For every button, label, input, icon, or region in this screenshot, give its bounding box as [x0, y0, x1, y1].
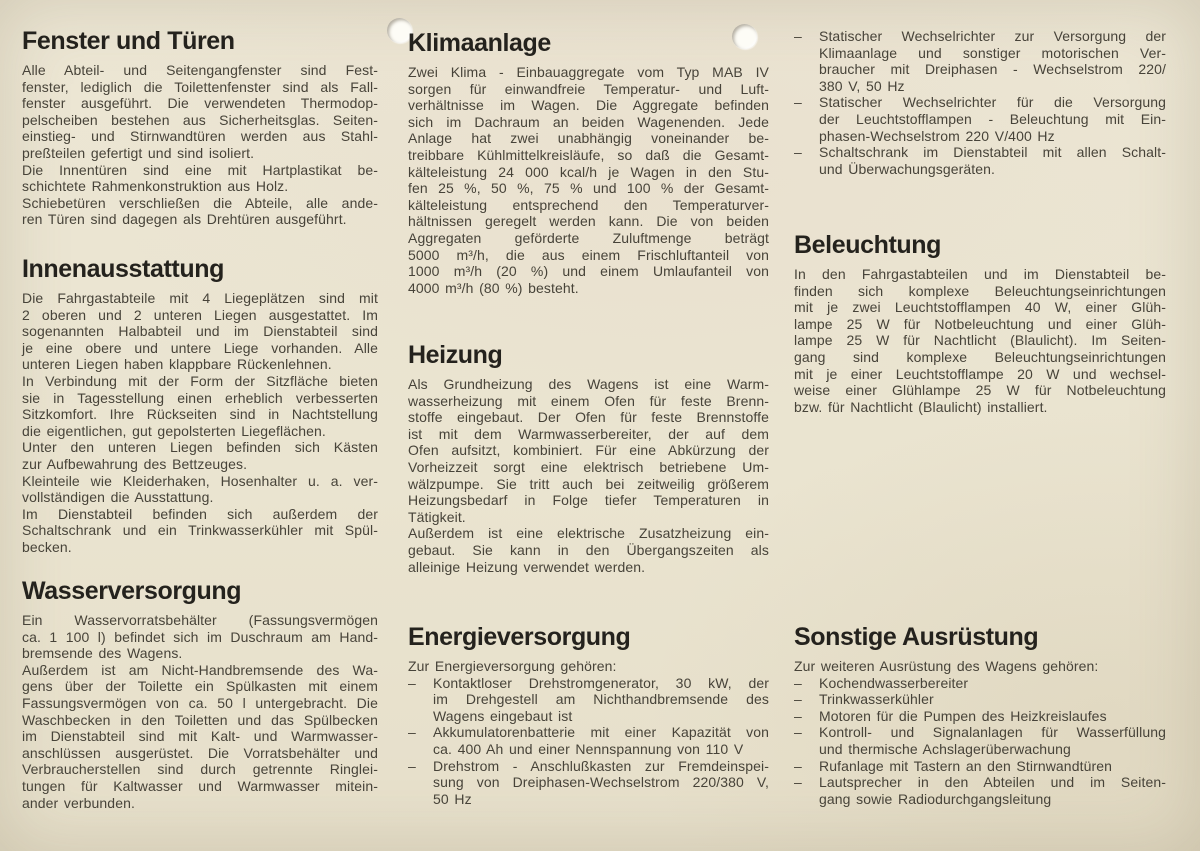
text-line: Alle Abteil- und Seitengangfenster sind Fest-: [22, 62, 378, 78]
text-line: Tätigkeit.: [408, 508, 466, 525]
dash-marker-icon: –: [794, 144, 802, 161]
text-line: Zur weiteren Ausrüstung des Wagens gehören:: [794, 658, 1099, 674]
text-line: Waschbecken in den Toiletten und das Spülbecken: [22, 711, 378, 728]
text-line: Kontroll- und Signalanlagen für Wasserfüllung: [819, 724, 1166, 741]
text-line: gang sind komplexe Beleuchtungseinrichtungen: [794, 348, 1166, 365]
text-line: 5000 m³/h, die aus einem Frischluftanteil von: [408, 246, 769, 263]
text-line: ren Türen sind dagegen als Drehtüren ausgeführt.: [22, 211, 347, 228]
text-line: bremsende des Wagens.: [22, 645, 183, 662]
text-line: 50 Hz: [433, 790, 472, 807]
section-title-energieversorgung: Energieversorgung: [408, 623, 631, 651]
text-line: Wagens eingebaut ist: [433, 707, 573, 724]
text-line: je eine obere und untere Liege vorhanden. Alle: [22, 339, 378, 356]
text-line: kälteleistung 24 000 kcal/h je Wagen in den Stu-: [408, 163, 769, 180]
text-line: mit je einer Leuchtstofflampe 20 W und wechsel-: [794, 365, 1166, 382]
section-innenausstattung: [22, 256, 378, 556]
dash-marker-icon: –: [794, 757, 802, 774]
text-line: preßteilen gefertigt und sind isoliert.: [22, 144, 255, 161]
text-line: Als Grundheizung des Wagens ist eine Warm-: [408, 376, 769, 392]
text-line: Lautsprecher in den Abteilen und im Seiten-: [819, 774, 1166, 791]
text-line: Unter den unteren Liegen befinden sich Kästen: [22, 439, 378, 456]
list-item: [794, 94, 1166, 144]
text-line: fen 25 %, 50 %, 75 % und 100 % der Gesamt-: [408, 180, 769, 197]
text-line: der Leuchtstofflampen - Beleuchtung mit Ein-: [819, 110, 1166, 127]
column-middle: [408, 0, 769, 851]
text-line: 4000 m³/h (80 %) besteht.: [408, 279, 579, 296]
section-title-wasserversorgung: Wasserversorgung: [22, 577, 242, 605]
section-title-sonstige-ausruestung: Sonstige Ausrüstung: [794, 623, 1039, 651]
list-item-text: [819, 94, 1166, 144]
text-line: Schaltschrank im Dienstabteil mit allen Schalt-: [819, 144, 1166, 161]
list-item: [794, 144, 1166, 177]
list-item-text: [819, 724, 1166, 757]
text-line: Heizungsbedarf in Folge tiefer Temperaturen in: [408, 492, 769, 509]
text-line: Die Innentüren sind eine mit Hartplastikat be-: [22, 161, 378, 178]
text-line: alleinige Heizung verwendet werden.: [408, 558, 646, 575]
section-title-heizung: Heizung: [408, 341, 503, 369]
text-line: sorgen für einwandfreie Temperatur- und Luft-: [408, 80, 769, 97]
paragraph: [794, 658, 1166, 675]
paragraph: [408, 525, 769, 575]
text-line: vollständigen die Ausstattung.: [22, 489, 214, 506]
text-line: Ein Wasservorratsbehälter (Fassungsvermögen: [22, 612, 378, 628]
dash-marker-icon: –: [794, 691, 802, 708]
dash-marker-icon: –: [794, 724, 802, 741]
text-line: Die Fahrgastabteile mit 4 Liegeplätzen sind mit: [22, 290, 378, 306]
section-title-beleuchtung: Beleuchtung: [794, 231, 941, 259]
list-item-text: [819, 708, 1166, 725]
list-item-text: [433, 758, 769, 808]
section-beleuchtung: [794, 232, 1166, 415]
text-line: anschlüssen ausgerüstet. Die Vorratsbehälter und: [22, 744, 378, 761]
text-line: 2 oberen und 2 unteren Liegen ausgestattet. Im: [22, 306, 378, 323]
list-item: [794, 774, 1166, 807]
list-item-text: [433, 675, 769, 725]
list-item-text: [819, 28, 1166, 94]
text-line: 1000 m³/h (20 %) und einem Umlaufanteil von: [408, 263, 769, 280]
text-line: Sitzkomfort. Ihre Rückseiten sind in Nachtstellung: [22, 406, 378, 423]
text-line: phasen-Wechselstrom 220 V/400 Hz: [819, 127, 1055, 144]
text-line: Außerdem ist eine elektrische Zusatzheizung ein-: [408, 525, 769, 542]
section-fenster-und-tueren: [22, 28, 378, 228]
text-line: Vorheizzeit sorgt eine elektrisch betriebene Um-: [408, 458, 769, 475]
list-item: [408, 675, 769, 725]
dash-marker-icon: –: [794, 707, 802, 724]
text-line: Akkumulatorenbatterie mit einer Kapazität von: [433, 724, 769, 741]
text-line: Statischer Wechselrichter zur Versorgung der: [819, 28, 1166, 44]
section-title-innenausstattung: Innenausstattung: [22, 255, 224, 283]
list-item-text: [433, 724, 769, 757]
list-item: [794, 28, 1166, 94]
dash-marker-icon: –: [408, 724, 416, 741]
text-line: Statischer Wechselrichter für die Versorgung: [819, 94, 1166, 111]
text-line: Drehstrom - Anschlußkasten zur Fremdeinspei-: [433, 757, 769, 774]
list-item: [794, 758, 1166, 775]
paragraph: [22, 62, 378, 162]
list-item-text: [819, 774, 1166, 807]
text-line: Motoren für die Pumpen des Heizkreislaufes: [819, 707, 1107, 724]
dash-marker-icon: –: [408, 757, 416, 774]
paragraph: [408, 64, 769, 296]
list-item: [408, 724, 769, 757]
text-line: treibbare Kühlmittelkreisläufe, so daß die Gesamt-: [408, 146, 769, 163]
text-line: sogenannten Halbabteil und im Dienstabteil sind: [22, 323, 378, 340]
paragraph: [22, 506, 378, 556]
text-line: ander verbunden.: [22, 794, 135, 811]
paragraph: [22, 612, 378, 662]
text-line: bzw. für Nachtlicht (Blaulicht) installiert.: [794, 398, 1048, 415]
text-line: wälzpumpe. Sie tritt auch bei zeitweilig größerem: [408, 475, 769, 492]
text-line: schichtete Rahmenkonstruktion aus Holz.: [22, 178, 289, 195]
list-item: [794, 724, 1166, 757]
text-line: Rufanlage mit Tastern an den Stirnwandtüren: [819, 757, 1112, 774]
paragraph: [22, 473, 378, 506]
text-line: sich im Dachraum an beiden Wagenenden. Jede: [408, 113, 769, 130]
dash-marker-icon: –: [794, 28, 802, 44]
text-line: im Dienstabteil sind mit Kalt- und Warmwasser-: [22, 728, 378, 745]
text-line: fenster, lediglich die Toilettenfenster sind als Fall-: [22, 78, 378, 95]
dash-marker-icon: –: [408, 674, 416, 691]
text-line: einstieg- und Stirnwandtüren werden aus Stahl-: [22, 128, 378, 145]
text-line: becken.: [22, 538, 72, 555]
text-line: wasserheizung mit einem Ofen für feste Brenn-: [408, 392, 769, 409]
text-line: zur Aufbewahrung des Bettzeuges.: [22, 455, 248, 472]
section-list-continuation: [794, 28, 1166, 177]
text-line: weise einer Glühlampe 25 W für Notbeleuchtung: [794, 382, 1166, 399]
paragraph: [22, 373, 378, 439]
bullet-list: [794, 675, 1166, 808]
text-line: im Drehgestell am Nichthandbremsende des: [433, 691, 769, 708]
dash-marker-icon: –: [794, 94, 802, 111]
paragraph: [408, 376, 769, 525]
list-item-text: [819, 758, 1166, 775]
section-klimaanlage: [408, 30, 769, 296]
section-wasserversorgung: [22, 578, 378, 811]
list-item: [794, 675, 1166, 692]
section-title-fenster-und-tueren: Fenster und Türen: [22, 27, 235, 55]
list-item-text: [819, 675, 1166, 692]
text-line: Ofen aufsitzt, kombiniert. Für eine Abkürzung der: [408, 442, 769, 459]
paragraph: [22, 290, 378, 373]
list-item: [794, 691, 1166, 708]
paragraph: [22, 662, 378, 811]
bullet-list: [408, 675, 769, 808]
list-item-text: [819, 144, 1166, 177]
list-item: [408, 758, 769, 808]
text-line: stoffe eingebaut. Der Ofen für feste Brennstoffe: [408, 409, 769, 426]
text-line: ist mit dem Warmwasserbereiter, der auf dem: [408, 425, 769, 442]
section-title-klimaanlage: Klimaanlage: [408, 29, 551, 57]
text-line: Außerdem ist am Nicht-Handbremsende des Wa-: [22, 661, 378, 678]
text-line: unteren Liegen haben klappbare Rückenlehnen.: [22, 356, 332, 373]
text-line: Verbraucherstellen sind durch getrennte Ringlei-: [22, 761, 378, 778]
text-line: Zwei Klima - Einbauaggregate vom Typ MAB IV: [408, 64, 769, 80]
text-line: gens über der Toilette ein Spülkasten mit einem: [22, 678, 378, 695]
text-line: gebaut. Sie kann in den Übergangszeiten als: [408, 541, 769, 558]
text-line: kälteleistung entsprechend den Temperaturver-: [408, 196, 769, 213]
text-line: lampe 25 W für Nachtlicht (Blaulicht). Im Seiten-: [794, 332, 1166, 349]
paragraph: [794, 266, 1166, 415]
text-line: Zur Energieversorgung gehören:: [408, 658, 617, 674]
paragraph: [408, 658, 769, 675]
text-line: mit je zwei Leuchtstofflampen 40 W, einer Glüh-: [794, 299, 1166, 316]
text-line: Trinkwasserkühler: [819, 691, 934, 708]
text-line: Schiebetüren verschließen die Abteile, alle ande-: [22, 194, 378, 211]
text-line: In Verbindung mit der Form der Sitzfläche bieten: [22, 372, 378, 389]
text-line: tungen für Kaltwasser und Warmwasser mitein-: [22, 777, 378, 794]
text-line: Fassungsvermögen von ca. 50 l untergebracht. Die: [22, 694, 378, 711]
text-line: und thermische Achslagerüberwachung: [819, 740, 1071, 757]
text-line: fenster ausgeführt. Die verwendeten Thermodop-: [22, 95, 378, 112]
paragraph: [22, 439, 378, 472]
paragraph: [22, 162, 378, 195]
text-line: Kontaktloser Drehstromgenerator, 30 kW, der: [433, 674, 769, 691]
text-line: Klimaanlage und sonstiger motorischen Ver-: [819, 44, 1166, 61]
bullet-list: [794, 28, 1166, 177]
text-line: Im Dienstabteil befinden sich außerdem der: [22, 505, 378, 522]
text-line: Schaltschrank und ein Trinkwasserkühler mit Spül-: [22, 522, 378, 539]
text-line: finden sich komplexe Beleuchtungseinrichtungen: [794, 282, 1166, 299]
list-item: [794, 708, 1166, 725]
text-line: Kochendwasserbereiter: [819, 674, 969, 691]
text-line: Kleinteile wie Kleiderhaken, Hosenhalter u. a. ver-: [22, 472, 378, 489]
text-line: Anlage hat zwei unabhängig voneinander be-: [408, 130, 769, 147]
paragraph: [22, 195, 378, 228]
text-line: sung von Dreiphasen-Wechselstrom 220/380 V,: [433, 774, 769, 791]
text-line: die eigentlichen, gut gepolsterten Liegeflächen.: [22, 422, 326, 439]
text-line: In den Fahrgastabteilen und im Dienstabteil be-: [794, 266, 1166, 282]
text-line: sie in Tagesstellung einen erheblich verbesserten: [22, 389, 378, 406]
section-sonstige-ausruestung: [794, 624, 1166, 807]
text-line: und Überwachungsgeräten.: [819, 160, 996, 177]
text-line: 380 V, 50 Hz: [819, 77, 905, 94]
text-line: Aggregaten geförderte Zuluftmenge beträgt: [408, 229, 769, 246]
section-energieversorgung: [408, 624, 769, 807]
text-line: braucher mit Dreiphasen - Wechselstrom 220/: [819, 61, 1166, 78]
dash-marker-icon: –: [794, 774, 802, 791]
column-right: [794, 0, 1166, 851]
text-line: ca. 1 100 l) befindet sich im Duschraum am Hand-: [22, 628, 378, 645]
section-heizung: [408, 342, 769, 575]
text-line: ca. 400 Ah und einer Nennspannung von 110 V: [433, 740, 744, 757]
text-line: hältnissen geregelt werden kann. Die von beiden: [408, 213, 769, 230]
column-left: [22, 0, 378, 851]
text-line: verhältnisse im Wagen. Die Aggregate befinden: [408, 97, 769, 114]
text-line: lampe 25 W für Notbeleuchtung und einer Glüh-: [794, 315, 1166, 332]
dash-marker-icon: –: [794, 674, 802, 691]
list-item-text: [819, 691, 1166, 708]
text-line: gang sowie Radiodurchgangsleitung: [819, 790, 1052, 807]
text-line: pelscheiben bestehen aus Sicherheitsglas. Seiten-: [22, 111, 378, 128]
